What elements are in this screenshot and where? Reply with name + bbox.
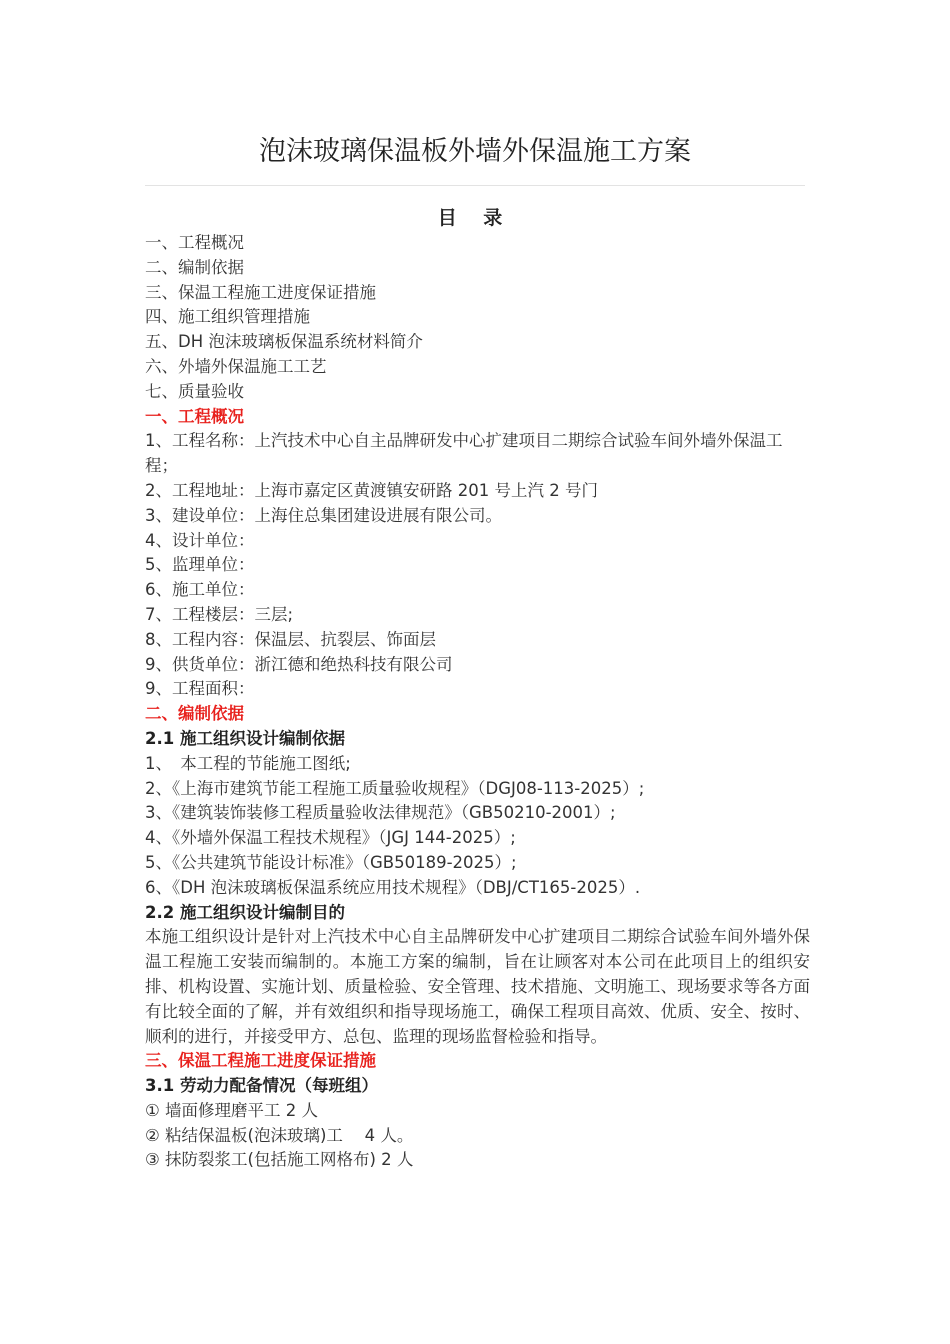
overview-item: 5、监理单位： [145, 555, 255, 575]
toc-item: 七、质量验收 [145, 381, 244, 401]
overview-item: 4、设计单位： [145, 530, 255, 550]
labor-item: ② 粘结保温板(泡沫玻璃)工 4 人。 [145, 1125, 414, 1145]
section-heading-schedule: 三、保温工程施工进度保证措施 [145, 1051, 376, 1071]
document-title: 泡沫玻璃保温板外墙外保温施工方案 [259, 136, 691, 167]
overview-item: 3、建设单位：上海住总集团建设进展有限公司。 [145, 505, 502, 525]
basis-item: 3、《建筑装饰装修工程质量验收法律规范》（GB50210-2001）; [145, 803, 616, 823]
overview-item: 2、工程地址：上海市嘉定区黄渡镇安研路 201 号上汽 2 号门 [145, 480, 598, 500]
title-divider [145, 185, 805, 186]
toc-item: 六、外墙外保温施工工艺 [145, 356, 327, 376]
toc-item: 四、施工组织管理措施 [145, 307, 310, 327]
subsection-heading: 3.1 劳动力配备情况（每班组） [145, 1076, 378, 1096]
basis-item: 6、《DH 泡沫玻璃板保温系统应用技术规程》（DBJ/CT165-2025）. [145, 877, 641, 897]
toc-item: 五、DH 泡沫玻璃板保温系统材料简介 [145, 332, 423, 352]
toc-item: 一、工程概况 [145, 233, 244, 252]
document-body [145, 231, 810, 1173]
overview-item: 9、供货单位：浙江德和绝热科技有限公司 [145, 654, 453, 674]
toc-heading: 目 录 [437, 207, 513, 229]
toc-item: 三、保温工程施工进度保证措施 [145, 282, 376, 302]
section-heading-overview: 一、工程概况 [145, 406, 244, 426]
labor-item: ③ 抹防裂浆工(包括施工网格布) 2 人 [145, 1150, 414, 1170]
labor-item: ① 墙面修理磨平工 2 人 [145, 1100, 319, 1120]
section-heading-basis: 二、编制依据 [145, 704, 244, 724]
subsection-heading: 2.2 施工组织设计编制目的 [145, 902, 345, 922]
overview-item: 9、工程面积： [145, 679, 255, 699]
basis-item: 4、《外墙外保温工程技术规程》（JGJ 144-2025）; [145, 828, 516, 848]
table-of-contents [145, 231, 810, 405]
basis-item: 1、 本工程的节能施工图纸; [145, 753, 351, 773]
basis-item: 2、《上海市建筑节能工程施工质量验收规程》（DGJ08-113-2025）; [145, 778, 645, 798]
purpose-paragraph: 本施工组织设计是针对上汽技术中心自主品牌研发中心扩建项目二期综合试验车间外墙外保温工程施工安装而编制的。本施工方案的编制，旨在让顾客对本公司在此项目上的组织安排、机构设置、实施计划、质量检验、安全管理、技术措施、文明施工、现场要求等各方面有比较全面的了解，并有效组织和指导现场施工，确保工程项目高效、优质、安全、按时、顺利的进行，并接受甲方、总包、监理的现场监督检验和指导。 [145, 927, 810, 1046]
basis-item: 5、《公共建筑节能设计标准》（GB50189-2025）; [145, 852, 517, 872]
subsection-heading: 2.1 施工组织设计编制依据 [145, 728, 345, 748]
overview-item: 8、工程内容：保温层、抗裂层、饰面层 [145, 629, 436, 649]
overview-item: 7、工程楼层：三层; [145, 604, 294, 624]
overview-item: 1、工程名称：上汽技术中心自主品牌研发中心扩建项目二期综合试验车间外墙外保温工程； [145, 431, 783, 476]
toc-item: 二、编制依据 [145, 257, 244, 277]
overview-item: 6、施工单位： [145, 580, 255, 600]
